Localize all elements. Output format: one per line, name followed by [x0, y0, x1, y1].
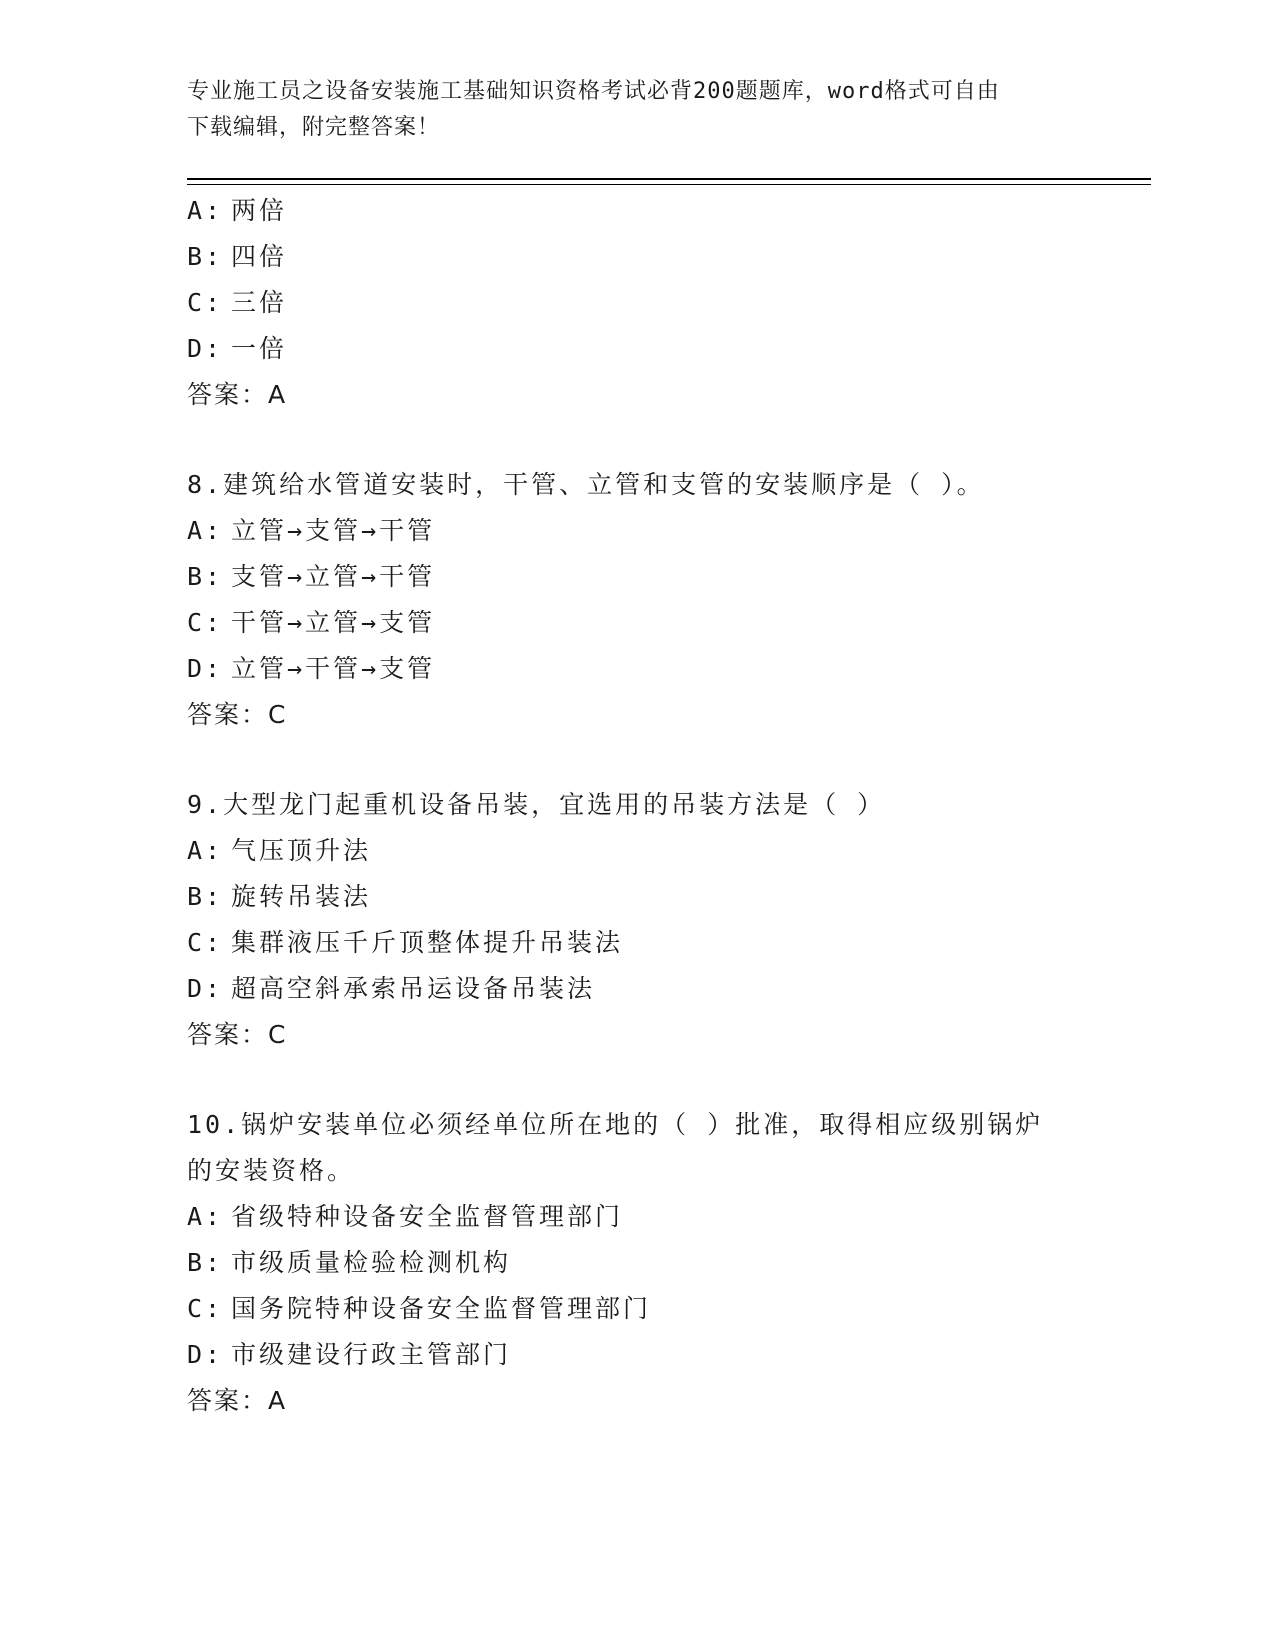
option-text: 气压顶升法	[231, 836, 372, 865]
option-a	[187, 828, 1067, 874]
option-d	[187, 966, 1067, 1012]
option-tag: B:	[187, 562, 224, 591]
header-divider-thin	[187, 184, 1151, 185]
option-text: 干管→立管→支管	[231, 608, 436, 637]
answer-label: 答案：A	[187, 380, 288, 409]
question-content	[187, 188, 1067, 1424]
header-title-line-1: 专业施工员之设备安装施工基础知识资格考试必背200题题库，word格式可自由	[187, 79, 1000, 104]
option-tag: A:	[187, 516, 224, 545]
option-text: 支管→立管→干管	[231, 562, 436, 591]
option-text: 立管→支管→干管	[231, 516, 436, 545]
option-b	[187, 1240, 1067, 1286]
option-tag: D:	[187, 654, 224, 683]
option-tag: C:	[187, 608, 224, 637]
option-text: 超高空斜承索吊运设备吊装法	[231, 974, 596, 1003]
question-7	[187, 188, 1067, 418]
option-tag: B:	[187, 882, 224, 911]
option-text: 国务院特种设备安全监督管理部门	[231, 1294, 652, 1323]
option-a	[187, 508, 1067, 554]
document-header	[187, 74, 1067, 146]
option-tag: A:	[187, 836, 224, 865]
option-a	[187, 1194, 1067, 1240]
question-text-line-2: 的安装资格。	[187, 1156, 356, 1185]
question-9	[187, 782, 1067, 1058]
answer-label: 答案：C	[187, 1020, 288, 1049]
option-c	[187, 600, 1067, 646]
option-b	[187, 874, 1067, 920]
option-c	[187, 280, 1067, 326]
option-b	[187, 554, 1067, 600]
option-tag: A:	[187, 1202, 224, 1231]
option-text: 市级建设行政主管部门	[231, 1340, 512, 1369]
option-tag: C:	[187, 1294, 224, 1323]
option-d	[187, 1332, 1067, 1378]
option-text: 两倍	[231, 196, 288, 225]
option-text: 四倍	[231, 242, 288, 271]
option-tag: B:	[187, 242, 224, 271]
option-text: 立管→干管→支管	[231, 654, 436, 683]
option-text: 省级特种设备安全监督管理部门	[231, 1202, 624, 1231]
question-8	[187, 462, 1067, 738]
option-tag: C:	[187, 288, 224, 317]
spacer	[187, 738, 1067, 782]
header-title-line-2: 下载编辑，附完整答案！	[187, 115, 441, 140]
option-c	[187, 1286, 1067, 1332]
answer-label: 答案：A	[187, 1386, 288, 1415]
option-text: 三倍	[231, 288, 288, 317]
option-tag: B:	[187, 1248, 224, 1277]
option-tag: D:	[187, 1340, 224, 1369]
option-d	[187, 326, 1067, 372]
option-tag: D:	[187, 974, 224, 1003]
spacer	[187, 418, 1067, 462]
question-10	[187, 1102, 1067, 1424]
option-tag: A:	[187, 196, 224, 225]
option-tag: C:	[187, 928, 224, 957]
option-b	[187, 234, 1067, 280]
answer-label: 答案：C	[187, 700, 288, 729]
question-text: 8.建筑给水管道安装时，干管、立管和支管的安装顺序是（ ）。	[187, 470, 985, 499]
spacer	[187, 1058, 1067, 1102]
option-text: 集群液压千斤顶整体提升吊装法	[231, 928, 624, 957]
option-a	[187, 188, 1067, 234]
header-divider-thick	[187, 178, 1151, 180]
option-text: 旋转吊装法	[231, 882, 372, 911]
option-text: 一倍	[231, 334, 288, 363]
question-text: 9.大型龙门起重机设备吊装，宜选用的吊装方法是（ ）	[187, 790, 886, 819]
option-c	[187, 920, 1067, 966]
option-text: 市级质量检验检测机构	[231, 1248, 512, 1277]
option-d	[187, 646, 1067, 692]
option-tag: D:	[187, 334, 224, 363]
question-text-line-1: 10.锅炉安装单位必须经单位所在地的（ ）批准，取得相应级别锅炉	[187, 1110, 1044, 1139]
